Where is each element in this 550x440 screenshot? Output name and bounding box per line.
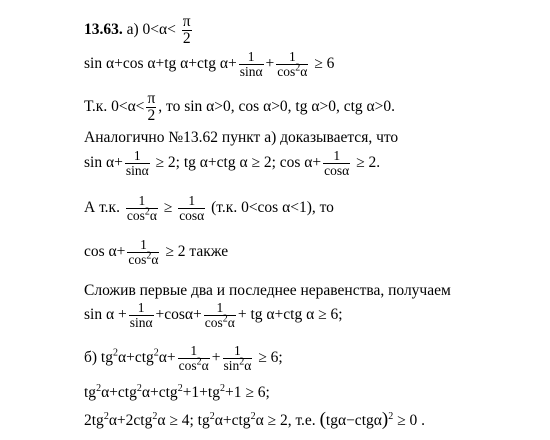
fraction-1-over-cos: $\frac{1}{\cos\alpha}$ xyxy=(324,148,350,178)
fraction-1-over-cos2: $\frac{1}{\cos^2\alpha}$ xyxy=(204,300,235,330)
part-b-line-1: б) $tg^2\alpha+ctg^2\alpha+$ $\frac{1}{\cos^2\alpha}$ + $\frac{1}{\sin^2\alpha}$ ≥ 6; xyxy=(84,343,283,373)
fraction-1-over-sin2: $\frac{1}{\sin^2\alpha}$ xyxy=(223,343,252,373)
sum-line: sin α + $\frac{1}{\sin\alpha}$ +cosα+ $\frac{1}{\cos^2\alpha}$ + tg α+ctg α ≥ 6; xyxy=(84,300,343,330)
fraction-1-over-sin: $\frac{1}{\sin\alpha}$ xyxy=(125,148,149,178)
problem-number: 13.63. xyxy=(84,20,123,38)
problem-header xyxy=(84,14,194,47)
fraction-1-over-sin: $\frac{1}{\sin\alpha}$ xyxy=(239,49,263,79)
part-a-label: а) 0<α< xyxy=(126,20,176,38)
left-paren: ( xyxy=(319,409,326,430)
fraction-1-over-cos2: $\frac{1}{\cos^2\alpha}$ xyxy=(178,343,209,373)
fraction-pi-over-2: $\frac{\pi}{2}$ xyxy=(182,13,191,47)
compare-line: А т.к. $\frac{1}{\cos^2\alpha}$ ≥ $\frac{1}{\cos\alpha}$ (т.к. 0<cos α<1), то xyxy=(84,193,334,223)
part-b-line-2: $tg^2\alpha+ctg^2\alpha+ctg^2+1+tg^2+1 \ge 6$; xyxy=(84,382,270,401)
fraction-1-over-cos2: $\frac{1}{\cos^2\alpha}$ xyxy=(277,49,308,79)
fraction-1-over-cos2: $\frac{1}{\cos^2\alpha}$ xyxy=(128,237,159,267)
fraction-1-over-cos2: $\frac{1}{\cos^2\alpha}$ xyxy=(126,193,157,223)
also-line: cos α+ $\frac{1}{\cos^2\alpha}$ ≥ 2 также xyxy=(84,237,229,267)
inner-expression: tgα−ctgα xyxy=(325,412,382,429)
statement-line: sin α+cos α+tg α+ctg α+ $\frac{1}{\sin\alpha}$ + $\frac{1}{\cos^2\alpha}$ ≥ 6 xyxy=(84,49,335,79)
part-b-line-3: $2tg^2\alpha+2ctg^2\alpha \ge 4$; $tg^2\alpha+ctg^2\alpha \ge 2$, т.е. $(tg\alpha-ctg\alpha)^2 \ge 0$ . xyxy=(84,409,425,430)
since-line: Т.к. 0<α< $\frac{\pi}{2}$ , то sin α>0, cos α>0, tg α>0, ctg α>0. xyxy=(84,90,396,124)
fraction-1-over-cos: $\frac{1}{\cos\alpha}$ xyxy=(179,193,205,223)
similarly-line: Аналогично №13.62 пункт а) доказывается, что xyxy=(84,129,399,146)
inequalities-line: sin α+ $\frac{1}{\sin\alpha}$ ≥ 2; tg α+ctg α ≥ 2; cos α+ $\frac{1}{\cos\alpha}$ ≥ 2. xyxy=(84,148,381,178)
right-paren: ) xyxy=(381,409,389,430)
fraction-pi-over-2: $\frac{\pi}{2}$ xyxy=(147,90,156,124)
fraction-1-over-sin: $\frac{1}{\sin\alpha}$ xyxy=(129,300,153,330)
adding-line: Сложив первые два и последнее неравенства, получаем xyxy=(84,282,451,299)
